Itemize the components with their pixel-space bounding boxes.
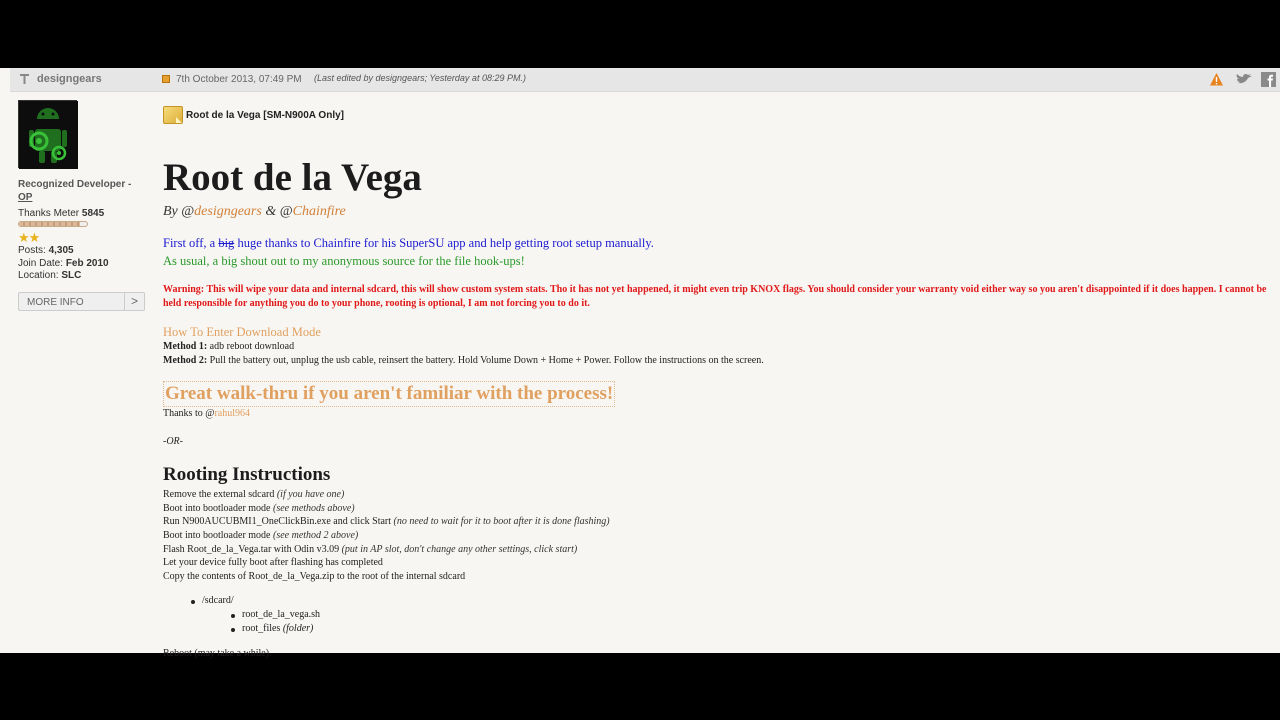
step-text: Flash Root_de_la_Vega.tar with Odin v3.09 [163,544,342,555]
step-note: (see methods above) [273,503,355,514]
rank-title: Recognized Developer - [18,179,132,190]
rooting-instructions-heading: Rooting Instructions [163,464,331,485]
more-info-label: MORE INFO [27,296,84,308]
bullet-icon [231,614,235,618]
next-step-partial: Reboot (may take a while) [163,648,270,659]
walkthru-thanks [163,408,250,419]
step-text: Remove the external sdcard [163,489,277,500]
post-title: Root de la Vega [163,156,422,199]
posts-label: Posts: [18,245,46,256]
step-text: Let your device fully boot after flashing has completed [163,557,383,568]
more-info-button[interactable] [18,292,145,311]
post-status-icon [162,75,170,83]
step-item [163,516,610,527]
avatar[interactable] [18,100,77,168]
posts-value: 4,305 [48,245,74,256]
twitter-icon[interactable] [1234,72,1254,87]
tree-folder-name: root_files [242,623,283,634]
chevron-right-icon: > [124,293,144,310]
facebook-icon[interactable] [1261,72,1276,87]
posts-stat [18,245,150,258]
thanks-pre: First off, a [163,236,219,250]
step-note: (no need to wait for it to boot after it is done flashing) [393,516,610,527]
report-icon[interactable] [1209,72,1224,87]
user-sidebar [18,100,150,311]
step-item [163,530,358,541]
step-note: (see method 2 above) [273,530,359,541]
author-link-chainfire[interactable]: Chainfire [292,204,346,219]
thanks-meter-label: Thanks Meter [18,208,80,219]
post-edited-note: (Last edited by designgears; Yesterday at 08:29 PM.) [314,73,526,83]
tree-file-script: root_de_la_vega.sh [242,609,321,620]
step-item [163,489,344,500]
tree-folder-note: (folder) [282,623,314,634]
method-2-label: Method 2: [163,355,208,366]
location-stat [18,270,150,283]
step-item [163,503,355,514]
step-text: Boot into bootloader mode [163,530,273,541]
location-label: Location: [18,270,59,281]
rating-stars: ★★ [18,230,40,245]
thanks-meter-value: 5845 [81,208,105,219]
location-value: SLC [61,270,82,281]
step-note: (put in AP slot, don't change any other settings, click start) [341,544,578,555]
method-2-text: Pull the battery out, unplug the usb cable, reinsert the battery. Hold Volume Down + Home + Power. Follow the instructions on the screen. [207,355,764,366]
post-date: 7th October 2013, 07:49 PM [176,74,302,85]
method-2 [163,355,764,366]
warning-paragraph: Warning: This will wipe your data and internal sdcard, this will show custom system stats. Tho it has not yet happened, it might even trip KNOX flags. You should consider your warranty void either way so you aren't disappointed if it does happen. I cannot be held responsible for anything you do to your phone, rooting is optional, I am not forcing you to do it. [163,284,1267,309]
thanks-meter-fill [19,222,80,226]
download-mode-heading: How To Enter Download Mode [163,325,321,339]
byline [163,204,346,220]
step-item [163,571,465,582]
step-text: Boot into bootloader mode [163,503,273,514]
walkthru-link[interactable]: Great walk-thru if you aren't familiar with the process! [163,381,615,407]
thanks-paragraph [163,236,654,251]
shout-out-paragraph: As usual, a big shout out to my anonymous source for the file hook-ups! [163,254,525,268]
join-date-stat [18,258,150,271]
bullet-icon [191,600,195,604]
forum-page [0,68,1280,659]
tree-folder-root-files [242,623,313,634]
bullet-icon [231,628,235,632]
step-text: Run N900AUCUBMI1_OneClickBin.exe and click Start [163,516,394,527]
method-1-label: Method 1: [163,341,208,352]
post-header-bar [10,68,1280,92]
step-note: (if you have one) [276,489,345,500]
tree-root-folder: /sdcard/ [202,595,234,606]
thanks-strikethrough: big [218,236,235,250]
join-date-label: Join Date: [18,257,64,269]
user-rank [18,178,150,204]
thread-title [163,105,344,125]
thanks-post: huge thanks to Chainfire for his SuperSU app and help getting root setup manually. [234,236,654,250]
op-badge[interactable]: OP [18,192,33,203]
android-avatar-image [19,101,78,169]
pin-icon [20,73,29,85]
join-date-value: Feb 2010 [65,257,109,269]
author-link-designgears[interactable]: designgears [194,204,262,219]
step-item [163,544,577,555]
thanks-meter [18,208,150,227]
byline-and: & @ [261,204,293,219]
post-author-name[interactable]: designgears [37,73,102,85]
method-1 [163,341,294,352]
user-link-rahul964[interactable]: rahul964 [214,408,250,419]
or-separator: -OR- [163,436,183,447]
step-item [163,557,383,568]
method-1-text: adb reboot download [207,341,295,352]
byline-prefix: By @ [163,204,195,219]
step-text: Copy the contents of Root_de_la_Vega.zip to the root of the internal sdcard [163,571,466,582]
walk-thanks-prefix: Thanks to @ [163,408,215,419]
thanks-meter-bar [18,221,88,227]
note-icon [163,106,183,124]
thread-title-text: Root de la Vega [SM-N900A Only] [186,109,344,121]
